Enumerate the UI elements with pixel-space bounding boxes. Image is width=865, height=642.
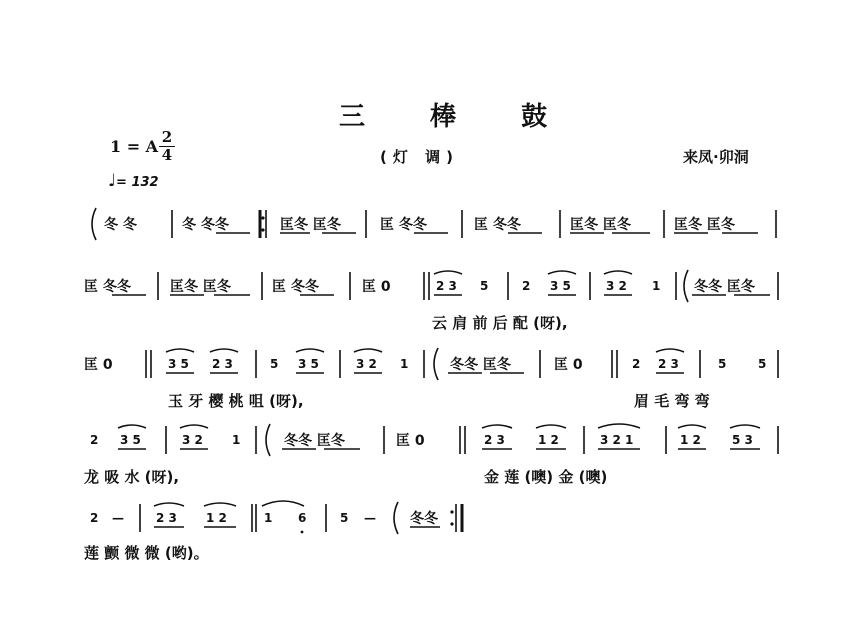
line-4-lyrics-b: 金 莲 (噢) 金 (噢) (484, 468, 608, 486)
score-line-2 (0, 266, 865, 306)
line-5-measure-5: 冬冬 (410, 511, 438, 527)
line-2-note-23: 2 3 (436, 279, 457, 293)
line-3-lyrics-b: 眉 毛 弯 弯 (634, 392, 710, 410)
line-3-measure-6: 匡 0 (554, 357, 583, 373)
score-line-1 (0, 204, 865, 244)
line-2-note-35: 3 5 (550, 279, 571, 293)
line-3-barlines (0, 344, 865, 384)
line-4-lyrics-a: 龙 吸 水 (呀), (84, 468, 180, 486)
score-line-5 (0, 498, 865, 538)
line-2-measure-3: 匡 冬冬 (272, 279, 319, 295)
line-5-note-1: 1 (264, 511, 273, 525)
line-3-note-35: 3 5 (168, 357, 189, 371)
line-1-measure-4: 匡 冬冬 (380, 217, 427, 233)
line-5-note-12: 1 2 (206, 511, 227, 525)
time-signature-bottom: 4 (161, 146, 173, 164)
line-4-note-12: 1 2 (538, 433, 559, 447)
line-4-note-53: 5 3 (732, 433, 753, 447)
line-2-note-2: 2 (522, 279, 531, 293)
line-4-note-321: 3 2 1 (600, 433, 634, 447)
line-1-measure-2: 冬 冬冬 (182, 217, 229, 233)
line-4-note-32: 3 2 (182, 433, 203, 447)
line-4-note-35: 3 5 (120, 433, 141, 447)
line-2-measure-4: 匡 0 (362, 279, 391, 295)
line-5-note-5: 5 (340, 511, 349, 525)
line-5-note-6: 6 (298, 511, 307, 525)
line-1-measure-7: 匡冬 匡冬 (674, 217, 735, 233)
line-1-measure-1: 冬 冬 (104, 217, 137, 233)
quarter-note-icon: ♩ (108, 171, 117, 191)
line-1-measure-6: 匡冬 匡冬 (570, 217, 631, 233)
line-4-note-2: 2 (90, 433, 99, 447)
line-3-note-1: 1 (400, 357, 409, 371)
line-3-note-2: 2 (632, 357, 641, 371)
tempo-value: = 132 (116, 175, 159, 190)
line-3-note-5a: 5 (718, 357, 727, 371)
tempo-marking (108, 171, 159, 191)
time-signature (159, 129, 175, 164)
song-title: 三 棒 鼓 (339, 102, 576, 132)
line-3-measure-5: 冬冬 匡冬 (450, 357, 511, 373)
line-5-dash-2: — (364, 511, 376, 525)
key-signature: 1 = A (110, 137, 159, 156)
song-subtitle: (灯 调) (380, 148, 459, 166)
score-line-4 (0, 420, 865, 460)
line-2-measure-1: 匡 冬冬 (84, 279, 131, 295)
line-3-note-32: 3 2 (356, 357, 377, 371)
line-5-note-2: 2 (90, 511, 99, 525)
line-4-measure-3: 冬冬 匡冬 (284, 433, 345, 449)
line-5-lyrics: 莲 颤 微 微 (哟)。 (84, 544, 209, 562)
line-2-note-1: 1 (652, 279, 661, 293)
line-3-lyrics-a: 玉 牙 樱 桃 咀 (呀), (168, 392, 304, 410)
line-3-measure-1: 匡 0 (84, 357, 113, 373)
line-2-note-32: 3 2 (606, 279, 627, 293)
line-4-note-23: 2 3 (484, 433, 505, 447)
line-3-note-35b: 3 5 (298, 357, 319, 371)
line-1-measure-3: 匡冬 匡冬 (280, 217, 341, 233)
line-2-measure-2: 匡冬 匡冬 (170, 279, 231, 295)
line-2-lyrics: 云 肩 前 后 配 (呀), (432, 314, 568, 332)
line-4-note-12b: 1 2 (680, 433, 701, 447)
time-signature-top: 2 (161, 128, 173, 146)
line-5-note-23: 2 3 (156, 511, 177, 525)
line-3-note-5b: 5 (758, 357, 767, 371)
line-3-note-5: 5 (270, 357, 279, 371)
line-3-note-23: 2 3 (212, 357, 233, 371)
line-1-measure-5: 匡 冬冬 (474, 217, 521, 233)
line-3-note-23: 2 3 (658, 357, 679, 371)
line-4-note-1: 1 (232, 433, 241, 447)
song-source: 来凤·卯洞 (683, 148, 749, 166)
line-2-note-5: 5 (480, 279, 489, 293)
score-line-3 (0, 344, 865, 384)
line-4-measure-4: 匡 0 (396, 433, 425, 449)
line-5-dash-1: — (112, 511, 124, 525)
line-2-measure-8: 冬冬 匡冬 (694, 279, 755, 295)
